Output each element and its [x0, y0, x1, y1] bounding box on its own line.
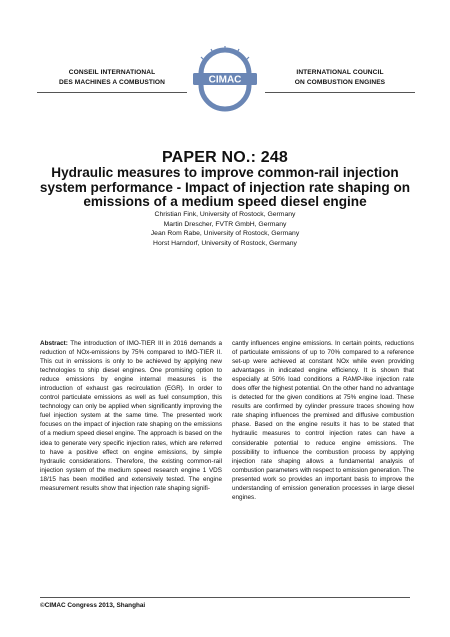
abstract-label: Abstract:: [40, 340, 68, 347]
abstract-text-right: cantly influences engine emissions. In certain points, reductions of particulate emissions of up to 70% compared to a reference set-up were achieved at constant NOx while even providing advantages in indicated engine efficiency. It is shown that especially at 50% load conditions a RAMP-like injection rate does offer the highest potential. On the other hand no advantage is detected for the given conditions at 75% engine load. These results are confirmed by cylinder pressure traces showing how rate shaping influences the premixed and diffusive combustion phase. Based on the engine results it has to be stated that hydraulic measures to control injection rates can have a considerable potential to reduce engine emissions. The possibility to influence the combustion process by applying injection rate shaping allows a fundamental analysis of combustion parameters with respect to emission generation. The presented work so provides an important basis to improve the understanding of emission generation processes in large diesel engines.: [232, 340, 414, 501]
header-rule-right: [265, 92, 415, 93]
org-en-line2: ON COMBUSTION ENGINES: [294, 79, 386, 86]
author: Horst Harndorf, University of Rostock, Germany: [153, 239, 297, 247]
logo-text: CIMAC: [208, 74, 242, 86]
cimac-logo: [187, 44, 263, 112]
abstract-text-left: The introduction of IMO-TIER III in 2016 demands a reduction of NOx-emissions by 75% compared to IMO-TIER II. This cut in emissions is only to be achieved by applying new technologies to ship diesel engines. One promising option to reduce emissions by engine internal measures is the introduction of exhaust gas recirculation (EGR). In order to control particulate emissions as well as fuel consumption, this technology can only be applied when significantly improving the fuel injection system at the same time. The presented work focuses on the impact of injection rate shaping on the emissions of a medium speed diesel engine. The approach is based on the idea to generate very specific injection rates, which are referred to have a positive effect on engine emissions, by simple hydraulic considerations. Therefore, the existing common-rail injection system of the medium speed research engine 1 VDS 18/15 has been modified and extensively tested. The engine measurement results show that injection rate shaping signifi-: [40, 340, 223, 492]
organization-name-fr: [37, 68, 187, 88]
footer-copyright: ©CIMAC Congress 2013, Shanghai: [40, 602, 146, 609]
footer-rule: [40, 597, 410, 598]
author-list: [0, 210, 450, 248]
org-fr-line1: CONSEIL INTERNATIONAL: [68, 69, 156, 76]
org-fr-line2: DES MACHINES A COMBUSTION: [58, 79, 166, 86]
abstract-column-right: [232, 339, 414, 502]
author: Jean Rom Rabe, University of Rostock, Germany: [150, 230, 300, 238]
header-rule-left: [37, 92, 187, 93]
organization-name-en: [265, 68, 415, 88]
author: Martin Drescher, FVTR GmbH, Germany: [163, 220, 287, 228]
paper-number: PAPER NO.: 248: [161, 149, 289, 166]
author: Christian Fink, University of Rostock, Germany: [154, 211, 296, 218]
paper-title: Hydraulic measures to improve common-rail injection system performance - Impact of injection rate shaping on emissions of a medium speed diesel engine: [39, 165, 411, 209]
abstract-column-left: [40, 339, 222, 493]
org-en-line1: INTERNATIONAL COUNCIL: [296, 69, 384, 76]
